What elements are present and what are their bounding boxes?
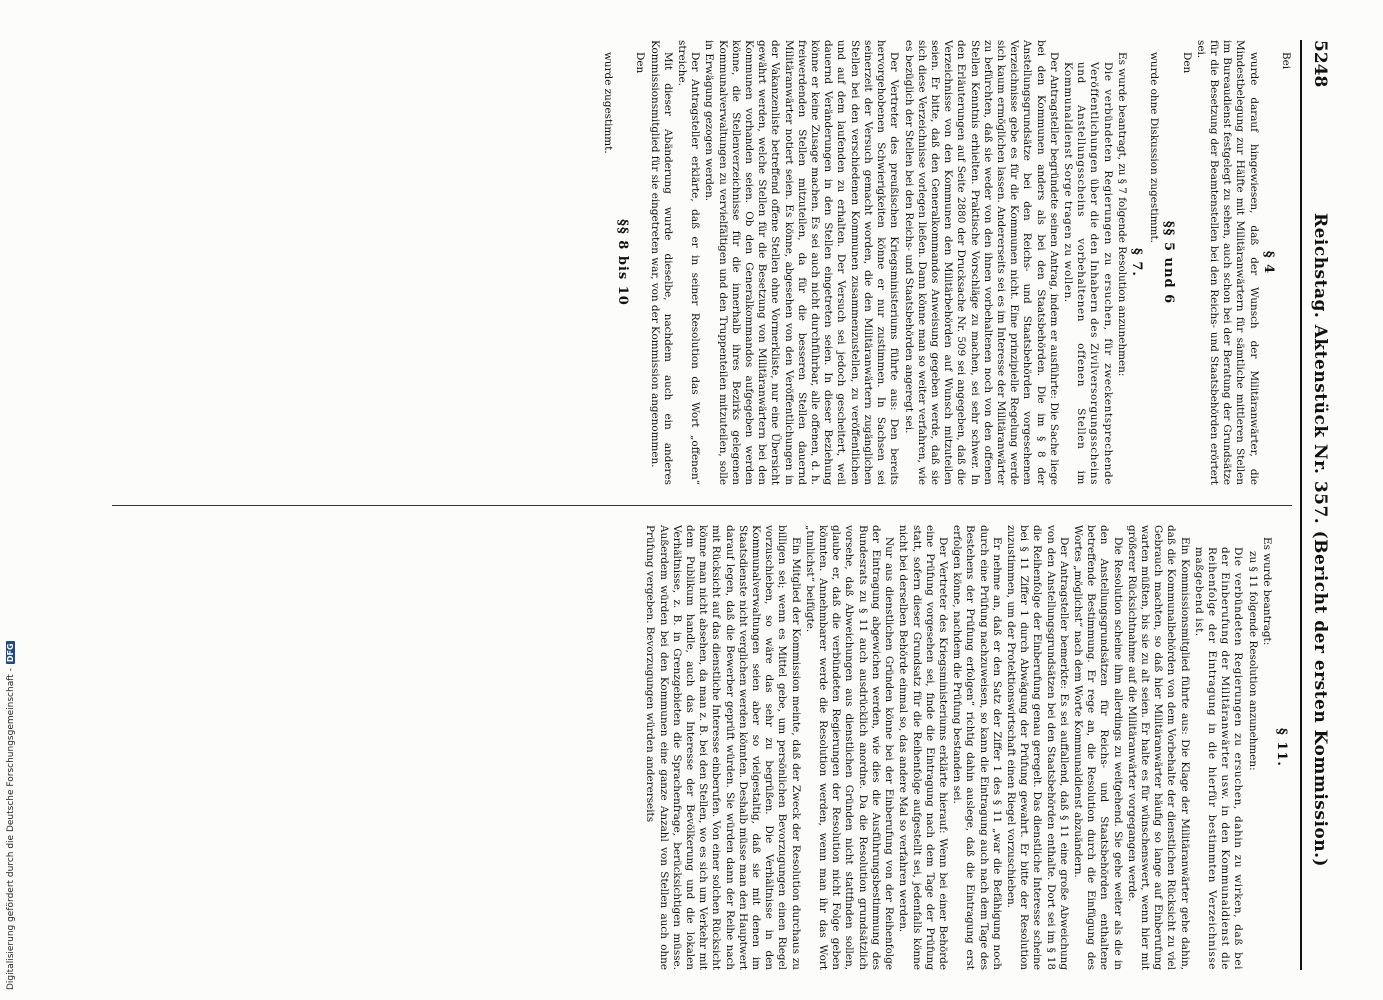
paragraph: wurde darauf hingewiesen, daß der Wunsch der Militäranwärter, die Mindestbelegung zur Hälfte mit Militäranwärtern für sämtliche mittleren Stellen im Bureaudienst festgelegt zu sehen, auch schon bei der Beratung der Grundsätze für die Besetzung der Beamtenstellen bei den Reichs- und Staatsbehörden erörtert sei. <box>1194 40 1260 485</box>
digitization-credit <box>6 0 18 990</box>
credit-text: Digitalisierung gefördert durch die Deutsche Forschungsgemeinschaft - <box>6 668 16 990</box>
section-heading: §§ 8 bis 10 <box>615 219 631 306</box>
paragraph: wurde zugestimmt. <box>602 52 615 154</box>
section-heading: § 4 <box>1260 250 1276 275</box>
dfg-logo: DFG <box>6 643 15 663</box>
paragraph: Es wurde beantragt: <box>1260 537 1273 646</box>
page-header <box>1300 40 1330 970</box>
section-heading: § 7. <box>1128 248 1144 277</box>
section-heading: §§ 5 und 6 <box>1161 220 1177 305</box>
paragraph: Die Resolution scheine ihm allerdings zu weitgehend. Sie gehe weiter als die in den Anstellungsgrundsätzen für Reichs- und Staatsbehörden enthaltene betreffende Bestimmung. Er rege an, die Resolution durch die Einfügung des Wortes „möglichst“ nach dem Worte Kommunaldienst abzuändern. <box>1071 525 1124 970</box>
paragraph: Ein Kommissionsmitglied führte aus: Die Klage der Militäranwärter gehe dahin, daß die Kommunalbehörden von dem Vorbehalte der dienstlichen Rücksicht zu viel Gebrauch machten, so daß hier Militäranwärter häufig so lange auf Einberufung warten müßten, bis sie zu alt seien. Er halte es für wünschenswert, wenn hier mit größerer Rücksichtnahme auf die Militäranwärter vorgegangen werde. <box>1125 525 1191 970</box>
paragraph: Nur aus dienstlichen Gründen könne bei der Einberufung von der Reihenfolge der Eintragung abgewichen werden, wie dies die Ausführungsbestimmung des Bundesrats zu § 11 auch ausdrücklich anordne. Da die Resolution grundsätzlich vorsehe, daß Abweichungen aus dienstlichen Gründen nicht stattfinden sollen, glaube er, daß die verbündeten Regierungen der Resolution nicht Folge geben könnten. Annehmbarer werde die Resolution werden, wenn man ihr das Wort „tunlichst“ beifügte. <box>803 525 896 970</box>
paragraph: Den <box>634 52 647 74</box>
page-number: 5248 <box>1310 40 1330 88</box>
resolution-text: Die verbündeten Regierungen zu ersuchen, dahin zu wirken, daß bei der Einberufung der Militäranwärter usw. in den Kommunaldienst die Reihenfolge der Eintragung in die hierfür bestimmten Verzeichnisse maßgebend ist. <box>1192 547 1245 970</box>
document-sheet <box>80 40 1330 970</box>
left-column <box>92 40 1292 485</box>
paragraph: Es wurde beantragt, zu § 7 folgende Resolution anzunehmen: <box>1115 52 1128 377</box>
page-title: Reichstag. Aktenstück Nr. 357. (Bericht der ersten Kommission.) <box>1310 212 1330 868</box>
paragraph: Der Antragsteller bemerkte: Es sei auffallend, daß § 11 eine große Abweichung von den Anstellungsgrundsätzen bei den Staatsbehörden enthalte. Dort sei im § 18 die Reihenfolge der Einberufung genau geregelt. Das dienstliche Interesse scheine bei § 11 Ziffer 1 durch Abwägung der Prüfung gewahrt. Er bitte der Resolution zuzustimmen, um der Protektionswirtschaft einen Riegel vorzuschieben. <box>1004 525 1070 970</box>
paragraph: Bei <box>1280 52 1292 70</box>
section-heading: § 11. <box>1274 728 1289 767</box>
paragraph: Ein Mitglied der Kommission meinte, daß der Zweck der Resolution durchaus zu billigen sei; wenn es Mittel gebe, um persönlichen Bevorzugungen einen Riegel vorzuschieben, so wäre das sehr zu begrüßen. Die Verhältnisse in den Kommunalverwaltungen seien aber so vielgestaltig, daß sie mit denen im Staatsdienste nicht verglichen werden könnten. Deshalb müsse man den Hauptwert darauf legen, daß die Bewerber geprüft würden. Sie würden dann der Reihe nach mit Rücksicht auf das dienstliche Interesse einberufen. Von einer solchen Rücksicht könne man nicht absehen, da man z. B. bei den Stellen, wo es sich um Verkehr mit dem Publikum handle, auch das Interesse der Bevölkerung und die lokalen Verhältnisse, z. B. in Grenzgebieten die Sprachenfrage, berücksichtigen müsse. Außerdem würden bei den Kommunen eine ganze Anzahl von Stellen auch ohne Prüfung vergeben. Bevorzugungen würden andererseits <box>644 525 802 970</box>
paragraph: Den <box>1180 52 1193 74</box>
paragraph: wurde ohne Diskussion zugestimmt. <box>1148 52 1161 243</box>
right-column <box>92 525 1292 970</box>
paragraph: Der Vertreter des Kriegsministeriums erklärte hierauf: Wenn bei einer Behörde eine Prüfung vorgesehen sei, finde die Eintragung nach dem Tage der Prüfung statt, sofern dieser Grundsatz für die Reihenfolge aufgestellt sei, jedenfalls könne nicht bei derselben Behörde einmal so, das andere Mal so verfahren werden. <box>897 525 949 970</box>
paragraph: Mit dieser Abänderung wurde dieselbe, nachdem auch ein anderes Kommissionsmitglied für sie eingetreten war, von der Kommission angenommen. <box>648 40 674 485</box>
paragraph: Der Vertreter des preußischen Kriegsministeriums führte aus: Den bereits hervorgehobenen Schwierigkeiten könne er nur zustimmen. In Sachsen sei seinerzeit der Versuch gemacht worden, die den Militäranwärtern zugänglichen Stellen bei den verschiedenen Kommunen zusammenzustellen, zu veröffentlichen und auf dem laufenden zu erhalten. Der Versuch sei jedoch gescheitert, weil dauernd Veränderungen in den Stellen eingetreten seien. In dieser Beziehung könne er keine Zusage machen. Es sei auch nicht durchführbar, alle offenen, d. h. freiwerdenden Stellen mitzuteilen, da für die besseren Stellen dauernd Militäranwärter notiert seien. Es könne, abgesehen von den Veröffentlichungen in der Vakanzenliste betreffend offene Stellen ohne Vormerkliste, nur eine Übersicht gewährt werden, welche Stellen für die Besetzung von Militäranwärtern bei den Kommunen vorhanden seien. Ob den Generalkommandos aufgegeben werden könne, die Stellenverzeichnisse für die innerhalb ihres Bezirks gelegenen Kommunalverwaltungen zu vervielfältigen und den Truppenteilen mitzuteilen, solle in Erwägung gezogen werden. <box>703 40 901 485</box>
resolution-text: Die verbündeten Regierungen zu ersuchen, für zweckentsprechende Veröffentlichungen über die den Inhabern des Zivilversorgungsscheins und Anstellungsscheins vorbehaltenen offenen Stellen im Kommunaldienst Sorge tragen zu wollen. <box>1061 62 1114 485</box>
column-divider <box>112 505 1292 506</box>
paragraph: zu § 11 folgende Resolution anzunehmen: <box>1246 551 1259 771</box>
paragraph: Der Antragsteller begründete seinen Antrag, indem er ausführte: Die Sache liege bei den Kommunen anders als bei den Staatsbehörden. Die im § 8 der Anstellungsgrundsätze bei den Reichs- und Staatsbehörden vorgesehenen Verzeichnisse gebe es für die Kommunen nicht. Eine prinzipielle Regelung werde sich kaum ermöglichen lassen. Andererseits sei es im Interesse der Militäranwärter zu befürchten, daß sie weder von den ihnen vorbehaltenen noch von den offenen Stellen Kenntnis erhielten. Praktische Vorschläge zu machen, sei sehr schwer. In den Erläuterungen auf Seite 2880 der Drucksache Nr. 509 sei angegeben, daß die Verzeichnisse von den Kommunen den Militärbehörden auf Wunsch mitzuteilen seien. Er bitte, daß den Generalkommandos Anweisung gegeben werde, daß sie sich diese Verzeichnisse vorlegen ließen. Dann könne man so weiter verfahren, wie es bezüglich der Stellen bei den Reichs- und Staatsbehörden angeregt sei. <box>902 40 1060 485</box>
paragraph: Der Antragsteller erklärte, daß er in seiner Resolution das Wort „offenen“ streiche. <box>676 40 702 485</box>
paragraph: Er nehme an, daß er den Satz der Ziffer 1 des § 11 „war die Befähigung noch durch eine Prüfung nachzuweisen, so kann die Eintragung auch nach dem Tage des Bestehens der Prüfung erfolgen“ richtig dahin auslege, daß die Eintragung erst erfolgen könne, nachdem die Prüfung bestanden sei. <box>951 525 1003 970</box>
